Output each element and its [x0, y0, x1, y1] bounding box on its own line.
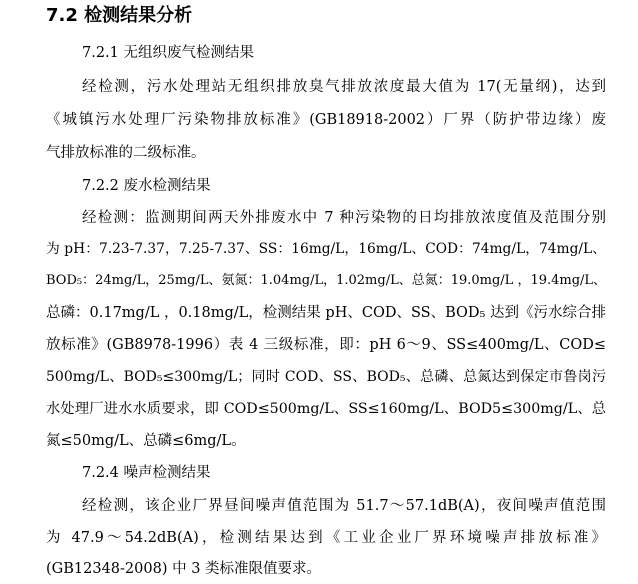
paragraph-line: 氮≤50mg/L、总磷≤6mg/L。 [46, 433, 246, 449]
section-heading: 7.2 检测结果分析 [46, 5, 193, 26]
paragraph-line: 水处理厂进水水质要求，即 COD≤500mg/L、SS≤160mg/L、BOD5≤300mg/L、总 [46, 401, 606, 417]
paragraph-line: 放标准》(GB8978-1996）表 4 三级标准，即：pH 6～9、SS≤400mg/L、COD≤ [46, 337, 606, 353]
paragraph-line: 经检测，该企业厂界昼间噪声值范围为 51.7～57.1dB(A)，夜间噪声值范围 [82, 498, 606, 514]
paragraph-line: 总磷：0.17mg/L ，0.18mg/L，检测结果 pH、COD、SS、BOD₅ 达到《污水综合排 [46, 305, 606, 321]
paragraph-line: 气排放标准的二级标准。 [46, 145, 206, 161]
paragraph-line: (GB12348-2008) 中 3 类标准限值要求。 [46, 561, 322, 577]
paragraph-line: 《城镇污水处理厂污染物排放标准》(GB18918-2002）厂界（防护带边缘）废 [46, 112, 606, 128]
paragraph-line: 经检测，污水处理站无组织排放臭气排放浓度最大值为 17(无量纲)，达到 [82, 79, 606, 95]
subsection-heading-waste-gas: 7.2.1 无组织废气检测结果 [82, 45, 255, 61]
subsection-heading-noise: 7.2.4 噪声检测结果 [82, 465, 211, 481]
paragraph-line: 为 pH：7.23-7.37，7.25-7.37、SS：16mg/L，16mg/L、COD：74mg/L，74mg/L、 [46, 241, 606, 257]
paragraph-line: 为 47.9～54.2dB(A)，检测结果达到《工业企业厂界环境噪声排放标准》 [46, 530, 606, 546]
paragraph-line: 500mg/L、BOD₅≤300mg/L；同时 COD、SS、BOD₅、总磷、总氮达到保定市鲁岗污 [46, 369, 606, 385]
subsection-heading-waste-water: 7.2.2 废水检测结果 [82, 178, 211, 194]
paragraph-line: BOD₅：24mg/L，25mg/L、氨氮：1.04mg/L，1.02mg/L、总氮：19.0mg/L ，19.4mg/L、 [46, 273, 606, 288]
paragraph-line: 经检测：监测期间两天外排废水中 7 种污染物的日均排放浓度值及范围分别 [82, 210, 606, 226]
